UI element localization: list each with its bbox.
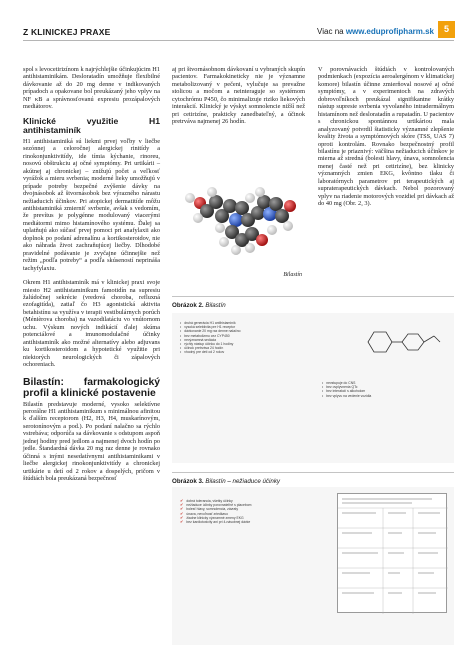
- figure-2-title: [172, 302, 226, 309]
- check-icon: ✔: [180, 506, 184, 512]
- website-reference: [317, 27, 434, 36]
- article-column-3: [318, 66, 454, 208]
- figure-2-label: Obrázok 2.: [172, 302, 204, 309]
- website-link[interactable]: www.eduprofipharm.sk: [345, 27, 434, 36]
- list-item: • vhodný pre deti od 2 rokov: [180, 350, 225, 355]
- page-number-badge: 5: [438, 21, 455, 38]
- list-item: ✔ nežiaduce účinky porovnateľné s placebom: [180, 502, 252, 508]
- figure-3-label: Obrázok 3.: [172, 478, 204, 485]
- paragraph-pharmacokinetics: aj pri štvornásobnom dávkovaní u vybraných skupín pacientov. Farmakokineticky nie je významne metabolizovaný v pečeni, vylučuje sa prevažne stolicou a močom a neinteraguje so systémom cytochrómu P450, čo minimalizuje riziko liekových interakcií. Klinický je výskyt somnolencie nižší než pri cetirizíne, prakticky zanedbateľný, a účinok pretrváva najmenej 26 hodín.: [172, 66, 305, 126]
- check-icon: ✔: [180, 519, 184, 525]
- list-item: • druhá generácia H1 antihistaminík: [180, 321, 236, 325]
- list-item: • bez interakcií s alkoholom: [322, 389, 366, 394]
- figure-3-name: Bilastín – nežiaduce účinky: [205, 478, 281, 485]
- section-title: Z KLINICKEJ PRAXE: [23, 27, 111, 37]
- paragraph-bilastine-profile: Bilastín predstavuje moderné, vysoko selektívne perorálne H1 antihistaminikum s minimálnou afinitou k ďalším receptorom (H2, H3, H4, muskarínovým, serotonínovým a pod.). Po podaní nalačno sa rýchlo vstrebáva; odporúča sa dávkovanie s odstupom aspoň jednej hodiny pred jedlom a najmenej dvoch hodín po jedle. Štandardná dávka 20 mg raz denne je rovnako účinná s inými nesedatívnymi antihistaminikami v liečbe alergickej rinokonjunktivitídy a chronickej urtikárie u detí od 2 rokov a dospelých, pričom v štúdiách bola preukázaná bezpečnosť: [23, 400, 160, 483]
- paragraph-clinical-studies: V porovnávacích štúdiách v kontrolovaných podmienkach (expozícia aeroalergénom v klimatickej komore) bilastín účinne zmierňoval nosové aj očné symptómy, a v experimentoch na zdravých dobrovoľníkoch preukázal signifikantne krátky nástup supresie svrbenia vyvolaného intradermálnym histamínom než desloratadín a rupatadín. U pacientov s chronickou spontánnou urtikáriou mala analyzovaný potvrdil štatisticky významné zlepšenie kvality života a symptómových skóre (TSS, UAS 7) oproti kontrolám. Rovnako bezpečnostný profil bilastínu je priaznivý: väčšina nežiaducich účinkov je mierna až stredná (bolesti hlavy, únava, somnolencia menej časté než pri cetirizíne), bez klinicky významných zmien EKG, kvôntno tlaku či laboratórnych parametrov pri terapeutických aj supraterapeutických dávkach. Nebol pozorovaný vplyv na riadenie motorových vozidiel pri dávkach až do 40 mg (Obr. 2, 3).: [318, 66, 454, 208]
- list-item: • nevstupuje do CNS: [322, 381, 356, 385]
- check-icon: ✔: [180, 514, 184, 520]
- check-icon: ✔: [180, 502, 184, 508]
- list-item: • bez vplyvu na vedenie vozidla: [322, 393, 372, 398]
- list-item: • rýchly nástup účinku do 1 hodiny: [180, 342, 234, 347]
- list-item: ✔ únava, nevoľnosť zriedkavo: [180, 510, 229, 516]
- figure-3-title: [172, 478, 280, 485]
- paragraph-other-antihistamines: Okrem H1 antihistaminík má v klinickej praxi svoje miesto H2 antihistaminikum famotidín na supresiu žalúdočnej sekrécie (vredová choroba, refluxná ezofagitída), zatiaľ čo H3 agonistická aktivita betahistínu sa využíva v terapii vestibulárnych porúch (Ménièrova choroba) na vazodilatáciu vo vnútornom uchu. Výskum nových indikácií ďalej skúma potenciálové a imunomodulačné účinky antihistaminík ako možné alternatívy alebo adjuvans ku kortikosteroidom a hypotetické využitie pri niektorých neurologických či zápalových ochoreniach.: [23, 279, 160, 369]
- paragraph-clinical-use: H1 antihistaminiká sú liekmi prvej voľby v liečbe sezónnej a celoročnej alergickej rinitídy a rinokonjunktivitídy, ide tímia kýchanie, rinoreu, nosovú obštrukciu aj očné symptómy. Pri urtikárii – akútnej aj chronickej – znižujú počet a veľkosť vyrážok a mieru svrbenia; moderné lieky umožňujú v prípade potreby bezpečné zvýšenie dávky na dvojnásobok až štvornásobok bez výrazného nárastu nežiaducich účinkov. Pri atopickej dermatitíde môžu antihistaminiká zmierniť svrbenie, avšak s vedomím, že prevítus je polygénne modulovaný viacerými mediátormi mimo histamínového systému. Ďalej sa uplatňujú ako súčasť prvej pomoci pri anafylaxii ako doplnok po podaní adrenalínu a kortikosteroidov, nie ako náhrada život zachraňujúcej liečby. Dlhodobé pravidelné podávanie je zvyčajne účinnejšie než režim „podľa potreby“ a podľa skúseností neprináša tachyfylaxiu.: [23, 137, 160, 272]
- list-item: • vysoká selektivita pre H1 receptor: [180, 325, 236, 330]
- figure-2-list-right: [322, 381, 447, 398]
- molecule-caption: Bilastín: [283, 272, 302, 278]
- list-item: • dávkovanie 20 mg raz denne nalačno: [180, 329, 241, 334]
- molecule-illustration: [172, 158, 312, 283]
- list-item: ✔ žiadne klinicky významné zmeny EKG: [180, 514, 244, 520]
- figure-3-list: [180, 499, 330, 524]
- figure-2-list-left: [180, 321, 310, 355]
- figure-divider: [172, 472, 454, 473]
- figure-2-panel: [172, 313, 454, 463]
- list-item: ✔ dobrá tolerancia, všetky účinky: [180, 498, 233, 503]
- list-item: • nevýznamná sedácia: [180, 337, 217, 342]
- intro-paragraph: spol s levocetirizínom k najrýchlejšie účinkujúcim H1 antihistaminikám. Desloratadín umožňuje flexibilné dávkovanie až do 20 mg denne v indikovaných prípadoch a opakovane bol preukázaný jeho vplyv na NF κB a správnosťovanú expresiu prozápalových mediátorov.: [23, 66, 160, 111]
- figure-2-name: Bilastín: [205, 302, 226, 309]
- section-heading-bilastine: Bilastín: farmakologický profil a klinické postavenie: [23, 376, 160, 399]
- url-prefix: Viac na: [317, 27, 344, 36]
- list-item: ✔ bez kardiotoxicity ani pri 4-násobnej dávke: [180, 519, 251, 525]
- list-item: • bez ovplyvnenia QTc: [322, 385, 358, 390]
- list-item: ✔ bolesť hlavy, somnolencia, závraty: [180, 506, 239, 512]
- header-divider: [23, 40, 454, 41]
- article-column-1: [23, 66, 160, 482]
- structural-formula-icon: [362, 323, 442, 361]
- page-header: [0, 0, 474, 42]
- section-heading-clinical-use: Klinické využitie H1 antihistaminík: [23, 115, 160, 136]
- article-column-2: [172, 66, 305, 126]
- check-icon: ✔: [180, 498, 184, 503]
- adverse-effects-table: [337, 493, 447, 613]
- check-icon: ✔: [180, 510, 184, 516]
- bilastine-molecule-figure: [172, 158, 312, 283]
- table-grid: [338, 494, 448, 614]
- list-item: • bez metabolizmu cez CYP450: [180, 333, 230, 338]
- figure-divider: [172, 296, 454, 297]
- figure-3-panel: [172, 487, 454, 645]
- list-item: • účinok pretrváva 24 hodín: [180, 346, 224, 351]
